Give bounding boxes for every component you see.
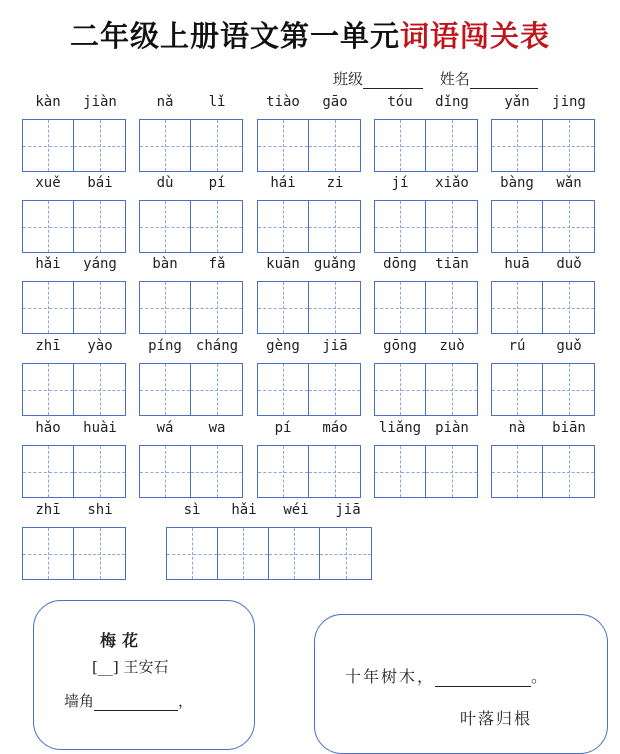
- writing-cell[interactable]: [258, 364, 309, 415]
- writing-cell[interactable]: [74, 282, 125, 333]
- quote-line-2: 叶落归根: [460, 709, 533, 728]
- pinyin-syllable: guǎng: [313, 256, 357, 272]
- tianzige-grid: [139, 445, 243, 498]
- title-highlight: 词语闯关表: [400, 19, 551, 53]
- writing-cell[interactable]: [140, 446, 191, 497]
- pinyin-syllable: pí: [208, 175, 226, 191]
- writing-cell[interactable]: [23, 120, 74, 171]
- writing-cell[interactable]: [543, 364, 594, 415]
- tianzige-grid: [257, 445, 361, 498]
- pinyin-syllable: sì: [183, 502, 201, 518]
- writing-cell[interactable]: [140, 364, 191, 415]
- writing-cell[interactable]: [309, 120, 360, 171]
- writing-cell[interactable]: [23, 201, 74, 252]
- writing-cell[interactable]: [492, 201, 543, 252]
- tianzige-grid: [374, 200, 478, 253]
- writing-cell[interactable]: [426, 446, 477, 497]
- pinyin-syllable: tóu: [387, 94, 413, 110]
- quote-line-end: 。: [531, 667, 550, 686]
- tianzige-grid: [491, 281, 595, 334]
- writing-cell[interactable]: [74, 201, 125, 252]
- pinyin-syllable: zhī: [35, 338, 61, 354]
- pinyin-syllable: biān: [552, 420, 586, 436]
- writing-cell[interactable]: [543, 446, 594, 497]
- pinyin-syllable: huā: [504, 256, 530, 272]
- writing-cell[interactable]: [426, 120, 477, 171]
- class-blank[interactable]: [363, 75, 423, 89]
- poem-line-start: 墙角: [64, 692, 95, 710]
- pinyin-syllable: hǎi: [35, 256, 61, 272]
- writing-cell[interactable]: [426, 282, 477, 333]
- tianzige-grid: [257, 281, 361, 334]
- tianzige-grid: [257, 363, 361, 416]
- pinyin-syllable: xiǎo: [435, 175, 469, 191]
- writing-cell[interactable]: [167, 528, 218, 579]
- tianzige-grid: [166, 527, 372, 580]
- pinyin-syllable: pí: [274, 420, 292, 436]
- pinyin-syllable: dōng: [383, 256, 417, 272]
- writing-cell[interactable]: [258, 120, 309, 171]
- tianzige-grid: [139, 200, 243, 253]
- poem-blank[interactable]: [94, 695, 178, 711]
- pinyin-syllable: gōng: [383, 338, 417, 354]
- pinyin-syllable: wéi: [283, 502, 309, 518]
- writing-cell[interactable]: [258, 201, 309, 252]
- student-info: [333, 68, 538, 89]
- tianzige-grid: [22, 445, 126, 498]
- pinyin-syllable: máo: [322, 420, 348, 436]
- quote-blank[interactable]: [435, 671, 531, 687]
- pinyin-syllable: guǒ: [556, 338, 582, 354]
- pinyin-syllable: liǎng: [378, 420, 422, 436]
- tianzige-grid: [22, 200, 126, 253]
- pinyin-syllable: tiào: [266, 94, 300, 110]
- writing-cell[interactable]: [74, 446, 125, 497]
- pinyin-syllable: jiàn: [83, 94, 117, 110]
- tianzige-grid: [491, 363, 595, 416]
- pinyin-syllable: kàn: [35, 94, 61, 110]
- pinyin-syllable: wá: [156, 420, 174, 436]
- pinyin-syllable: nǎ: [156, 94, 174, 110]
- writing-cell[interactable]: [140, 201, 191, 252]
- writing-cell[interactable]: [269, 528, 320, 579]
- writing-cell[interactable]: [375, 201, 426, 252]
- tianzige-grid: [22, 281, 126, 334]
- writing-cell[interactable]: [191, 364, 242, 415]
- pinyin-syllable: yáng: [83, 256, 117, 272]
- writing-cell[interactable]: [258, 446, 309, 497]
- writing-cell[interactable]: [543, 201, 594, 252]
- writing-cell[interactable]: [23, 364, 74, 415]
- pinyin-syllable: cháng: [195, 338, 239, 354]
- pinyin-syllable: piàn: [435, 420, 469, 436]
- pinyin-syllable: bái: [87, 175, 113, 191]
- writing-cell[interactable]: [492, 282, 543, 333]
- writing-cell[interactable]: [309, 364, 360, 415]
- writing-cell[interactable]: [191, 120, 242, 171]
- writing-cell[interactable]: [74, 528, 125, 579]
- pinyin-syllable: kuān: [266, 256, 300, 272]
- tianzige-grid: [491, 119, 595, 172]
- pinyin-syllable: huài: [83, 420, 117, 436]
- tianzige-grid: [374, 119, 478, 172]
- name-label: 姓名: [439, 70, 470, 88]
- pinyin-syllable: jing: [552, 94, 586, 110]
- pinyin-syllable: píng: [148, 338, 182, 354]
- writing-cell[interactable]: [492, 120, 543, 171]
- writing-cell[interactable]: [140, 282, 191, 333]
- pinyin-syllable: yǎn: [504, 94, 530, 110]
- writing-cell[interactable]: [258, 282, 309, 333]
- writing-cell[interactable]: [23, 282, 74, 333]
- writing-cell[interactable]: [375, 120, 426, 171]
- writing-cell[interactable]: [426, 201, 477, 252]
- pinyin-syllable: zuò: [439, 338, 465, 354]
- writing-cell[interactable]: [309, 201, 360, 252]
- pinyin-syllable: rú: [508, 338, 526, 354]
- tianzige-grid: [491, 445, 595, 498]
- page-title: [0, 14, 620, 55]
- class-label: 班级: [333, 70, 364, 88]
- tianzige-grid: [491, 200, 595, 253]
- pinyin-syllable: hǎi: [231, 502, 257, 518]
- pinyin-syllable: shi: [87, 502, 113, 518]
- pinyin-syllable: tiān: [435, 256, 469, 272]
- writing-cell[interactable]: [140, 120, 191, 171]
- writing-cell[interactable]: [74, 364, 125, 415]
- writing-cell[interactable]: [191, 201, 242, 252]
- tianzige-grid: [22, 363, 126, 416]
- pinyin-syllable: duǒ: [556, 256, 582, 272]
- tianzige-grid: [139, 281, 243, 334]
- pinyin-syllable: dǐng: [435, 94, 469, 110]
- quote-line-start: 十年树木，: [345, 667, 436, 686]
- writing-cell[interactable]: [375, 282, 426, 333]
- pinyin-syllable: yào: [87, 338, 113, 354]
- tianzige-grid: [374, 281, 478, 334]
- pinyin-syllable: zhī: [35, 502, 61, 518]
- tianzige-grid: [139, 363, 243, 416]
- tianzige-grid: [139, 119, 243, 172]
- poem-line-end: ，: [178, 692, 194, 710]
- writing-cell[interactable]: [492, 364, 543, 415]
- tianzige-grid: [22, 527, 126, 580]
- quote-line: [345, 664, 549, 687]
- tianzige-grid: [374, 445, 478, 498]
- pinyin-syllable: jiā: [335, 502, 361, 518]
- pinyin-syllable: bàn: [152, 256, 178, 272]
- pinyin-syllable: dù: [156, 175, 174, 191]
- writing-cell[interactable]: [218, 528, 269, 579]
- writing-cell[interactable]: [375, 364, 426, 415]
- poem-author: [__] 王安石: [92, 658, 169, 676]
- title-main: 二年级上册语文第一单元: [69, 19, 400, 53]
- name-blank[interactable]: [470, 75, 538, 89]
- pinyin-syllable: hǎo: [35, 420, 61, 436]
- pinyin-syllable: jiā: [322, 338, 348, 354]
- writing-cell[interactable]: [309, 282, 360, 333]
- pinyin-syllable: lǐ: [208, 94, 226, 110]
- writing-cell[interactable]: [320, 528, 371, 579]
- writing-cell[interactable]: [74, 120, 125, 171]
- writing-cell[interactable]: [543, 120, 594, 171]
- tianzige-grid: [257, 200, 361, 253]
- pinyin-syllable: gèng: [266, 338, 300, 354]
- tianzige-grid: [374, 363, 478, 416]
- writing-cell[interactable]: [492, 446, 543, 497]
- pinyin-syllable: hái: [270, 175, 296, 191]
- pinyin-syllable: fǎ: [208, 256, 226, 272]
- poem-line: [64, 690, 193, 711]
- pinyin-syllable: wǎn: [556, 175, 582, 191]
- pinyin-syllable: xuě: [35, 175, 61, 191]
- writing-cell[interactable]: [426, 364, 477, 415]
- writing-cell[interactable]: [23, 528, 74, 579]
- writing-cell[interactable]: [191, 282, 242, 333]
- pinyin-syllable: nà: [508, 420, 526, 436]
- pinyin-syllable: zi: [326, 175, 344, 191]
- pinyin-syllable: bàng: [500, 175, 534, 191]
- tianzige-grid: [22, 119, 126, 172]
- pinyin-syllable: wa: [208, 420, 226, 436]
- tianzige-grid: [257, 119, 361, 172]
- writing-cell[interactable]: [191, 446, 242, 497]
- pinyin-syllable: gāo: [322, 94, 348, 110]
- writing-cell[interactable]: [23, 446, 74, 497]
- writing-cell[interactable]: [375, 446, 426, 497]
- writing-cell[interactable]: [309, 446, 360, 497]
- poem-title: 梅花: [100, 631, 145, 650]
- pinyin-syllable: jí: [391, 175, 409, 191]
- writing-cell[interactable]: [543, 282, 594, 333]
